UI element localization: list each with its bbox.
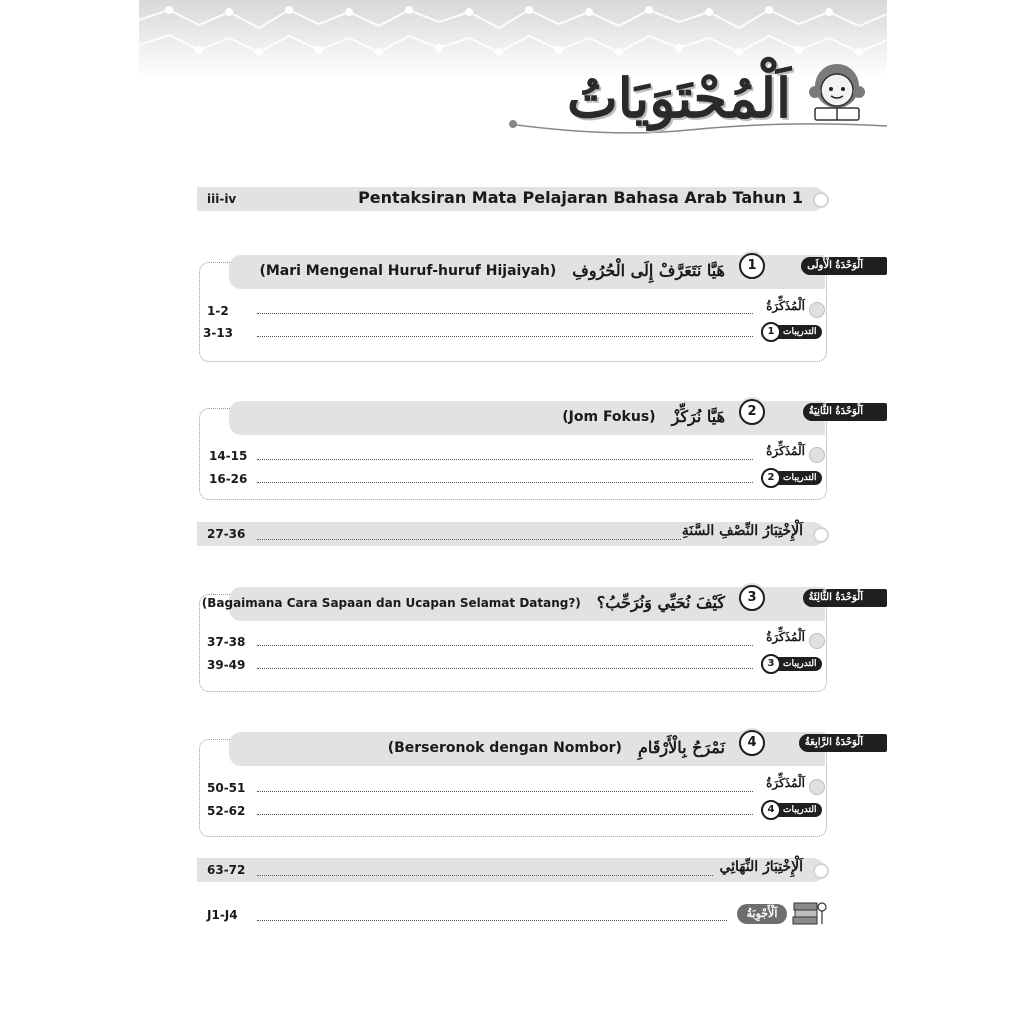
books-icon (791, 899, 827, 927)
bullet-icon (813, 863, 829, 879)
assessment-pages: iii-iv (207, 192, 237, 206)
drill-pages-2: 16-26 (209, 472, 248, 486)
unit-number-4: 4 (739, 730, 765, 756)
drill-number-3: 3 (761, 654, 781, 674)
drill-tag-4: التدريبات (761, 803, 822, 817)
notes-icon (809, 447, 825, 463)
unit-title-4 (388, 738, 725, 757)
unit-title-ms: (Mari Mengenal Huruf-huruf Hijaiyah) (259, 262, 557, 279)
unit-title-ms: (Berseronok dengan Nombor) (387, 739, 622, 756)
page-title: اَلْمُحْتَوَيَاتُ (566, 66, 791, 130)
unit-title-ar: نَمْرَحُ بِالْأَرْقَامِ (637, 738, 725, 757)
notes-label-3: اَلْمُذَكِّرَةُ (766, 630, 805, 644)
drill-pages-1: 3-13 (203, 326, 234, 340)
unit-tag-2: اَلْوَحْدَةُ الثَّانِيَةُ (803, 403, 887, 421)
unit-title-ar: هَيَّا نَتَعَرَّفْ إِلَى الْحُرُوفِ (572, 261, 725, 280)
answers-label: اَلْأَجْوِبَةُ (737, 904, 787, 924)
drill-tag-3: التدريبات (761, 657, 822, 671)
leader-dots (257, 791, 753, 792)
notes-icon (809, 779, 825, 795)
unit-number-2: 2 (739, 399, 765, 425)
drill-number-2: 2 (761, 468, 781, 488)
final-exam-label: اَلْإِخْتِبَارُ النِّهَائِي (719, 859, 803, 875)
unit-title-ar: هَيَّا نُرَكِّزْ (671, 407, 725, 426)
unit-header-4 (229, 732, 825, 766)
contents-page (139, 0, 887, 1024)
leader-dots (257, 336, 753, 337)
leader-dots (257, 459, 753, 460)
notes-label-2: اَلْمُذَكِّرَةُ (766, 444, 805, 458)
notes-pages-1: 1-2 (207, 304, 229, 318)
leader-dots (257, 920, 727, 921)
unit-tag-4: اَلْوَحْدَةُ الرَّابِعَةُ (799, 734, 887, 752)
unit-title-1 (259, 261, 725, 280)
unit-tag-3: اَلْوَحْدَةُ الثَّالِثَةُ (803, 589, 887, 607)
drill-pages-3: 39-49 (207, 658, 246, 672)
unit-title-ms: (Jom Fokus) (562, 408, 656, 425)
leader-dots (257, 668, 753, 669)
leader-dots (257, 645, 753, 646)
unit-header-1 (229, 255, 825, 289)
unit-number-3: 3 (739, 585, 765, 611)
leader-dots (257, 539, 681, 540)
unit-title-2 (562, 407, 725, 426)
assessment-label: Pentaksiran Mata Pelajaran Bahasa Arab Tahun 1 (358, 188, 803, 207)
notes-pages-3: 37-38 (207, 635, 246, 649)
unit-number-1: 1 (739, 253, 765, 279)
answers-pages: J1-J4 (207, 908, 238, 922)
final-exam-pages: 63-72 (207, 863, 246, 877)
unit-header-2 (229, 401, 825, 435)
unit-header-3 (201, 587, 825, 621)
leader-dots (257, 875, 713, 876)
drill-tag-1: التدريبات (761, 325, 822, 339)
drill-pages-4: 52-62 (207, 804, 246, 818)
notes-icon (809, 633, 825, 649)
leader-dots (257, 482, 753, 483)
notes-pages-2: 14-15 (209, 449, 248, 463)
unit-title-ar: كَيْفَ نُحَيِّي وَنُرَحِّبُ؟ (596, 593, 725, 612)
unit-tag-1: اَلْوَحْدَةُ الْأُولَى (801, 257, 887, 275)
girl-reading-icon (801, 56, 873, 128)
leader-dots (257, 814, 753, 815)
notes-label-1: اَلْمُذَكِّرَةُ (766, 299, 805, 313)
drill-number-1: 1 (761, 322, 781, 342)
unit-title-ms: (Bagaimana Cara Sapaan dan Ucapan Selamat Datang?) (201, 595, 581, 610)
mid-exam-pages: 27-36 (207, 527, 246, 541)
leader-dots (257, 313, 753, 314)
notes-pages-4: 50-51 (207, 781, 246, 795)
mid-exam-label: اَلْإِخْتِبَارُ النِّصْفِ السَّنَةِ (681, 523, 803, 539)
notes-icon (809, 302, 825, 318)
drill-tag-2: التدريبات (761, 471, 822, 485)
notes-label-4: اَلْمُذَكِّرَةُ (766, 776, 805, 790)
unit-title-3 (202, 593, 725, 612)
drill-number-4: 4 (761, 800, 781, 820)
bullet-icon (813, 192, 829, 208)
bullet-icon (813, 527, 829, 543)
